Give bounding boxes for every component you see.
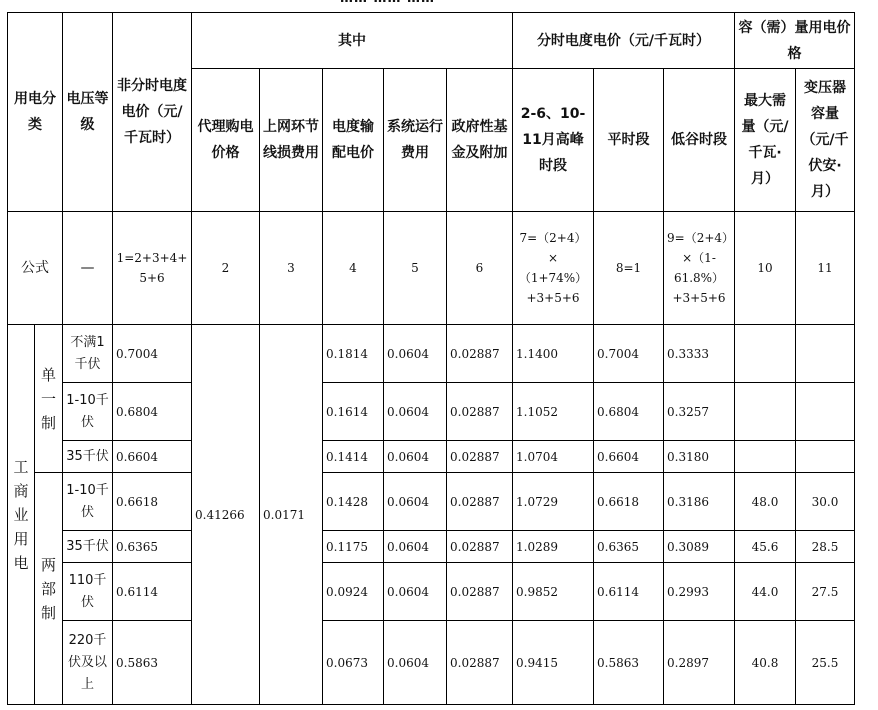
transmission-cell: 0.1814 (323, 325, 384, 383)
formula-c6: 6 (447, 212, 513, 325)
header-tou-group: 分时电度电价（元/千瓦时） (513, 13, 735, 69)
transformer-cell: 25.5 (796, 621, 855, 705)
peak-cell: 0.9415 (513, 621, 594, 705)
transmission-cell: 0.1428 (323, 473, 384, 531)
formula-c9-line3: 61.8%） (673, 271, 725, 285)
non-tou-cell: 0.6804 (113, 383, 192, 441)
fund-cell: 0.02887 (447, 441, 513, 473)
valley-cell: 0.3333 (664, 325, 735, 383)
transmission-cell: 0.1414 (323, 441, 384, 473)
header-usage-category: 用电分类 (8, 13, 63, 212)
formula-c11: 11 (796, 212, 855, 325)
valley-cell: 0.3180 (664, 441, 735, 473)
title-fragment (340, 0, 435, 6)
header-system-cost: 系统运行费用 (384, 69, 447, 212)
header-peak: 2-6、10-11月高峰时段 (513, 69, 594, 212)
valley-cell: 0.2897 (664, 621, 735, 705)
electricity-price-table (7, 12, 855, 705)
formula-c7-line1: 7=（2+4） (519, 231, 587, 245)
transmission-cell: 0.1614 (323, 383, 384, 441)
fund-cell: 0.02887 (447, 473, 513, 531)
two-part-system-label: 两部制 (35, 473, 63, 705)
table-row (8, 531, 855, 563)
table-row (8, 563, 855, 621)
demand-cell: 45.6 (735, 531, 796, 563)
demand-cell: 40.8 (735, 621, 796, 705)
header-transmission-price: 电度输配电价 (323, 69, 384, 212)
header-voltage-level: 电压等级 (63, 13, 113, 212)
flat-cell: 0.6604 (594, 441, 664, 473)
table-row (8, 621, 855, 705)
demand-cell: 44.0 (735, 563, 796, 621)
formula-c9-line1: 9=（2+4） (667, 231, 735, 245)
header-among: 其中 (192, 13, 513, 69)
formula-c3: 3 (260, 212, 323, 325)
non-tou-cell: 0.6604 (113, 441, 192, 473)
non-tou-cell: 0.7004 (113, 325, 192, 383)
transmission-cell: 0.0924 (323, 563, 384, 621)
system-cost-cell: 0.0604 (384, 473, 447, 531)
system-cost-cell: 0.0604 (384, 531, 447, 563)
transformer-cell: 28.5 (796, 531, 855, 563)
voltage-cell: 110千伏 (63, 563, 113, 621)
non-tou-cell: 0.6114 (113, 563, 192, 621)
formula-c1: 1=2+3+4+5+6 (113, 212, 192, 325)
flat-cell: 0.6804 (594, 383, 664, 441)
system-cost-cell: 0.0604 (384, 621, 447, 705)
valley-cell: 0.2993 (664, 563, 735, 621)
peak-cell: 0.9852 (513, 563, 594, 621)
formula-c9 (664, 212, 735, 325)
transformer-cell: 27.5 (796, 563, 855, 621)
single-system-label: 单一制 (35, 325, 63, 473)
header-agency-price: 代理购电价格 (192, 69, 260, 212)
voltage-cell: 不满1千伏 (63, 325, 113, 383)
clipped-title (0, 0, 878, 12)
flat-cell: 0.7004 (594, 325, 664, 383)
formula-c7-line4: +3+5+6 (526, 291, 580, 305)
fund-cell: 0.02887 (447, 563, 513, 621)
demand-cell (735, 325, 796, 383)
formula-c10: 10 (735, 212, 796, 325)
formula-row (8, 212, 855, 325)
transformer-cell (796, 441, 855, 473)
peak-cell: 1.1400 (513, 325, 594, 383)
flat-cell: 0.6618 (594, 473, 664, 531)
peak-cell: 1.0729 (513, 473, 594, 531)
loss-cost-cell: 0.0171 (260, 325, 323, 705)
fund-cell: 0.02887 (447, 325, 513, 383)
demand-cell: 48.0 (735, 473, 796, 531)
flat-cell: 0.6365 (594, 531, 664, 563)
header-gov-fund: 政府性基金及附加 (447, 69, 513, 212)
header-flat: 平时段 (594, 69, 664, 212)
demand-cell (735, 441, 796, 473)
table-row (8, 473, 855, 531)
non-tou-cell: 0.6365 (113, 531, 192, 563)
peak-cell: 1.0289 (513, 531, 594, 563)
formula-c5: 5 (384, 212, 447, 325)
header-valley: 低谷时段 (664, 69, 735, 212)
valley-cell: 0.3089 (664, 531, 735, 563)
non-tou-cell: 0.6618 (113, 473, 192, 531)
fund-cell: 0.02887 (447, 531, 513, 563)
non-tou-cell: 0.5863 (113, 621, 192, 705)
flat-cell: 0.5863 (594, 621, 664, 705)
formula-c9-line4: +3+5+6 (672, 291, 726, 305)
formula-c4: 4 (323, 212, 384, 325)
system-cost-cell: 0.0604 (384, 383, 447, 441)
transformer-cell (796, 383, 855, 441)
peak-cell: 1.0704 (513, 441, 594, 473)
valley-cell: 0.3257 (664, 383, 735, 441)
transformer-cell: 30.0 (796, 473, 855, 531)
formula-c7-line3: （1+74%） (518, 271, 588, 285)
table-row (8, 383, 855, 441)
transformer-cell (796, 325, 855, 383)
fund-cell: 0.02887 (447, 383, 513, 441)
category-label: 工商业用电 (8, 325, 35, 705)
formula-c7 (513, 212, 594, 325)
header-non-tou-price: 非分时电度电价（元/千瓦时） (113, 13, 192, 212)
formula-c9-line2: ×（1- (682, 251, 716, 265)
peak-cell: 1.1052 (513, 383, 594, 441)
voltage-cell: 1-10千伏 (63, 473, 113, 531)
header-max-demand: 最大需量（元/千瓦·月） (735, 69, 796, 212)
header-transformer: 变压器容量（元/千伏安·月） (796, 69, 855, 212)
transmission-cell: 0.1175 (323, 531, 384, 563)
voltage-cell: 35千伏 (63, 531, 113, 563)
valley-cell: 0.3186 (664, 473, 735, 531)
formula-c2: 2 (192, 212, 260, 325)
formula-c7-line2: × (547, 251, 559, 265)
table-row (8, 325, 855, 383)
formula-label: 公式 (8, 212, 63, 325)
header-loss-cost: 上网环节线损费用 (260, 69, 323, 212)
demand-cell (735, 383, 796, 441)
header-capacity-group: 容（需）量用电价格 (735, 13, 855, 69)
table-row (8, 441, 855, 473)
system-cost-cell: 0.0604 (384, 441, 447, 473)
agency-price-cell: 0.41266 (192, 325, 260, 705)
voltage-cell: 35千伏 (63, 441, 113, 473)
system-cost-cell: 0.0604 (384, 563, 447, 621)
formula-c8: 8=1 (594, 212, 664, 325)
flat-cell: 0.6114 (594, 563, 664, 621)
voltage-cell: 1-10千伏 (63, 383, 113, 441)
formula-dash: — (63, 212, 113, 325)
system-cost-cell: 0.0604 (384, 325, 447, 383)
voltage-cell: 220千伏及以上 (63, 621, 113, 705)
transmission-cell: 0.0673 (323, 621, 384, 705)
fund-cell: 0.02887 (447, 621, 513, 705)
